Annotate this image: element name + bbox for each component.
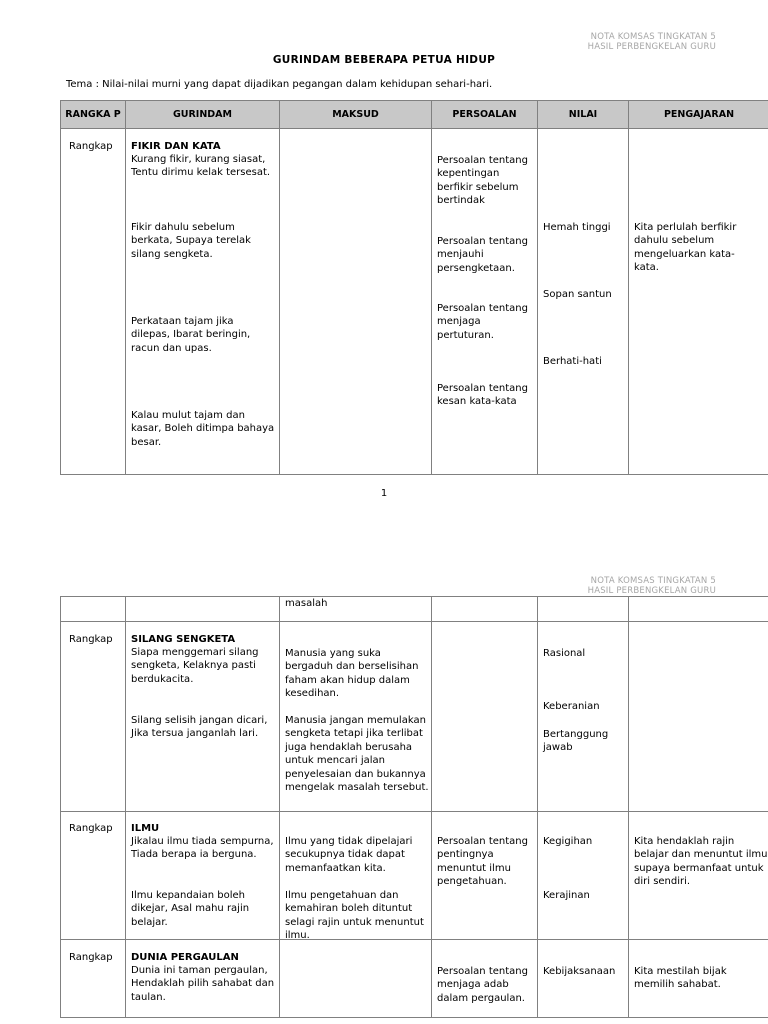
pengajaran-text: Kita hendaklah rajin belajar dan menuntut ilmu supaya bermanfaat untuk diri sendiri. [634, 836, 768, 888]
persoalan-text: Persoalan tentang menjaga adab dalam pergaulan. [437, 966, 528, 1004]
gurindam-text: Fikir dahulu sebelum berkata, Supaya terelak silang sengketa. [131, 222, 251, 260]
maksud-text: Manusia yang suka bergaduh dan berselisihan faham akan hidup dalam kesedihan. [285, 648, 419, 700]
nilai-text: Keberanian [543, 701, 600, 712]
persoalan-text: Persoalan tentang menjauhi persengketaan. [437, 236, 528, 274]
page-number: 1 [380, 488, 388, 499]
document-title: GURINDAM BEBERAPA PETUA HIDUP [272, 54, 496, 66]
rangkap-label: Rangkap [69, 823, 113, 834]
pengajaran-text: Kita mestilah bijak memilih sahabat. [634, 966, 727, 991]
maksud-text: Ilmu pengetahuan dan kemahiran boleh dituntut selagi rajin untuk menuntut ilmu. [285, 890, 424, 942]
rangkap-label: Rangkap [69, 141, 113, 152]
maksud-text: Ilmu yang tidak dipelajari secukupnya tidak dapat memanfaatkan kita. [285, 836, 413, 874]
maksud-text: Manusia jangan memulakan sengketa tetapi jika terlibat juga hendaklah berusaha untuk mencari jalan penyelesaian dan bukannya mengelak masalah tersebut. [285, 715, 429, 794]
header-line-2: HASIL PERBENGKELAN GURU [587, 586, 716, 596]
table-row-fikir [61, 129, 768, 475]
nilai-text: Rasional [543, 648, 586, 659]
col-header-pengajaran: PENGAJARAN [629, 101, 768, 129]
gurindam-text: Silang selisih jangan dicari, Jika tersua janganlah lari. [131, 715, 268, 740]
gurindam-text: Dunia ini taman pergaulan, Hendaklah pilih sahabat dan taulan. [131, 965, 275, 1003]
nilai-text: Bertanggung jawab [543, 729, 609, 754]
table-row-dunia [61, 940, 768, 1018]
persoalan-text: Persoalan tentang kepentingan berfikir sebelum bertindak [437, 155, 528, 207]
persoalan-text: Persoalan tentang pentingnya menuntut ilmu pengetahuan. [437, 836, 528, 888]
nilai-text: Kebijaksanaan [543, 966, 616, 977]
nilai-text: Kerajinan [543, 890, 590, 901]
maksud-text: masalah [285, 598, 328, 609]
col-header-persoalan: PERSOALAN [432, 101, 538, 129]
gurindam-text: Ilmu kepandaian boleh dikejar, Asal mahu rajin belajar. [131, 890, 250, 928]
gurindam-table-page2 [60, 596, 768, 1018]
header-line-2: HASIL PERBENGKELAN GURU [587, 42, 716, 52]
pengajaran-text: Kita perlulah berfikir dahulu sebelum mengeluarkan kata-kata. [634, 222, 737, 274]
section-heading: ILMU [131, 823, 160, 834]
gurindam-text: Jikalau ilmu tiada sempurna, Tiada berapa ia berguna. [131, 836, 274, 861]
gurindam-text: Kurang fikir, kurang siasat, Tentu dirimu kelak tersesat. [131, 154, 271, 179]
col-header-gurindam: GURINDAM [126, 101, 280, 129]
persoalan-text: Persoalan tentang menjaga pertuturan. [437, 303, 528, 341]
nilai-text: Berhati-hati [543, 356, 602, 367]
tema-line: Tema : Nilai-nilai murni yang dapat dijadikan pegangan dalam kehidupan sehari-hari. [66, 79, 493, 90]
rangkap-label: Rangkap [69, 634, 113, 645]
nilai-text: Hemah tinggi [543, 222, 611, 233]
table-header-row [61, 101, 768, 129]
header-line-1: NOTA KOMSAS TINGKATAN 5 [590, 576, 716, 586]
col-header-nilai: NILAI [538, 101, 629, 129]
gurindam-table-page1 [60, 100, 768, 475]
nilai-text: Sopan santun [543, 289, 612, 300]
page-header [588, 32, 716, 52]
col-header-maksud: MAKSUD [280, 101, 432, 129]
table-row-continuation [61, 597, 768, 622]
gurindam-text: Perkataan tajam jika dilepas, Ibarat beringin, racun dan upas. [131, 316, 251, 354]
gurindam-text: Kalau mulut tajam dan kasar, Boleh ditimpa bahaya besar. [131, 410, 275, 448]
rangkap-label: Rangkap [69, 952, 113, 963]
header-line-1: NOTA KOMSAS TINGKATAN 5 [590, 32, 716, 42]
section-heading: FIKIR DAN KATA [131, 141, 221, 152]
nilai-text: Kegigihan [543, 836, 593, 847]
page-header [588, 576, 716, 596]
col-header-rangkap: RANGKA P [61, 101, 126, 129]
gurindam-text: Siapa menggemari silang sengketa, Kelaknya pasti berdukacita. [131, 647, 259, 685]
table-row-ilmu [61, 812, 768, 940]
persoalan-text: Persoalan tentang kesan kata-kata [437, 383, 528, 408]
section-heading: DUNIA PERGAULAN [131, 952, 239, 963]
table-row-silang [61, 622, 768, 812]
section-heading: SILANG SENGKETA [131, 634, 236, 645]
